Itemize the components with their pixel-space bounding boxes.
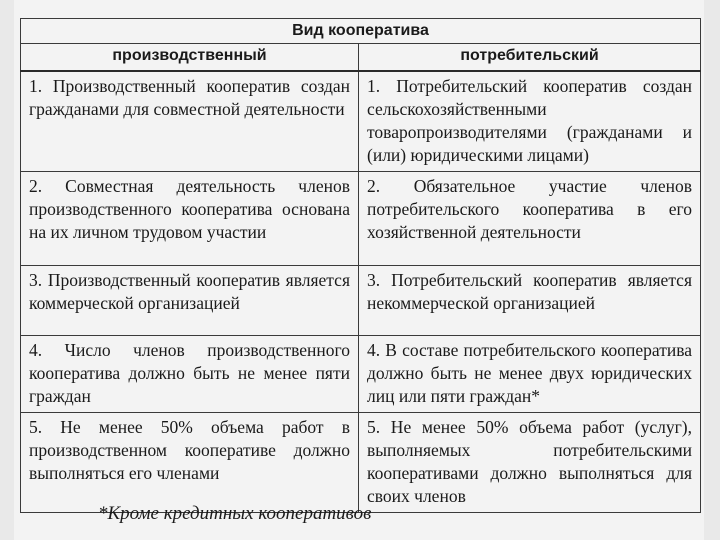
column-header-production: производственный xyxy=(21,44,359,72)
cell-production-2: 2. Совместная деятельность членов производственного кооператива основана на их личном трудовом участии xyxy=(21,172,359,266)
left-margin-shadow xyxy=(0,0,14,540)
table-row xyxy=(21,172,701,266)
table-row xyxy=(21,266,701,336)
cell-consumer-5: 5. Не менее 50% объема работ (услуг), выполняемых потребительскими кооперативами должно выполняться для своих членов xyxy=(359,413,701,513)
table-column-header-row xyxy=(21,44,701,72)
cell-production-4: 4. Число членов производственного кооператива должно быть не менее пяти граждан xyxy=(21,336,359,413)
table-row xyxy=(21,71,701,172)
table-title: Вид кооператива xyxy=(21,19,701,44)
cell-consumer-4: 4. В составе потребительского кооператива должно быть не менее двух юридических лиц или пяти граждан* xyxy=(359,336,701,413)
column-header-consumer: потребительский xyxy=(359,44,701,72)
right-margin-shadow xyxy=(704,0,720,540)
cell-production-3: 3. Производственный кооператив является коммерческой организацией xyxy=(21,266,359,336)
cell-production-5: 5. Не менее 50% объема работ в производственном кооперативе должно выполняться его членами xyxy=(21,413,359,513)
cell-consumer-2: 2. Обязательное участие членов потребительского кооператива в его хозяйственной деятельности xyxy=(359,172,701,266)
cell-consumer-1: 1. Потребительский кооператив создан сельскохозяйственными товаропроизводителями (гражданами и (или) юридическими лицами) xyxy=(359,71,701,172)
cell-consumer-3: 3. Потребительский кооператив является некоммерческой организацией xyxy=(359,266,701,336)
table-header-row xyxy=(21,19,701,44)
cooperative-comparison-table xyxy=(20,18,701,513)
footnote: *Кроме кредитных кооперативов xyxy=(98,503,372,524)
cell-production-1: 1. Производственный кооператив создан гражданами для совместной деятельности xyxy=(21,71,359,172)
table-row xyxy=(21,336,701,413)
table-row xyxy=(21,413,701,513)
